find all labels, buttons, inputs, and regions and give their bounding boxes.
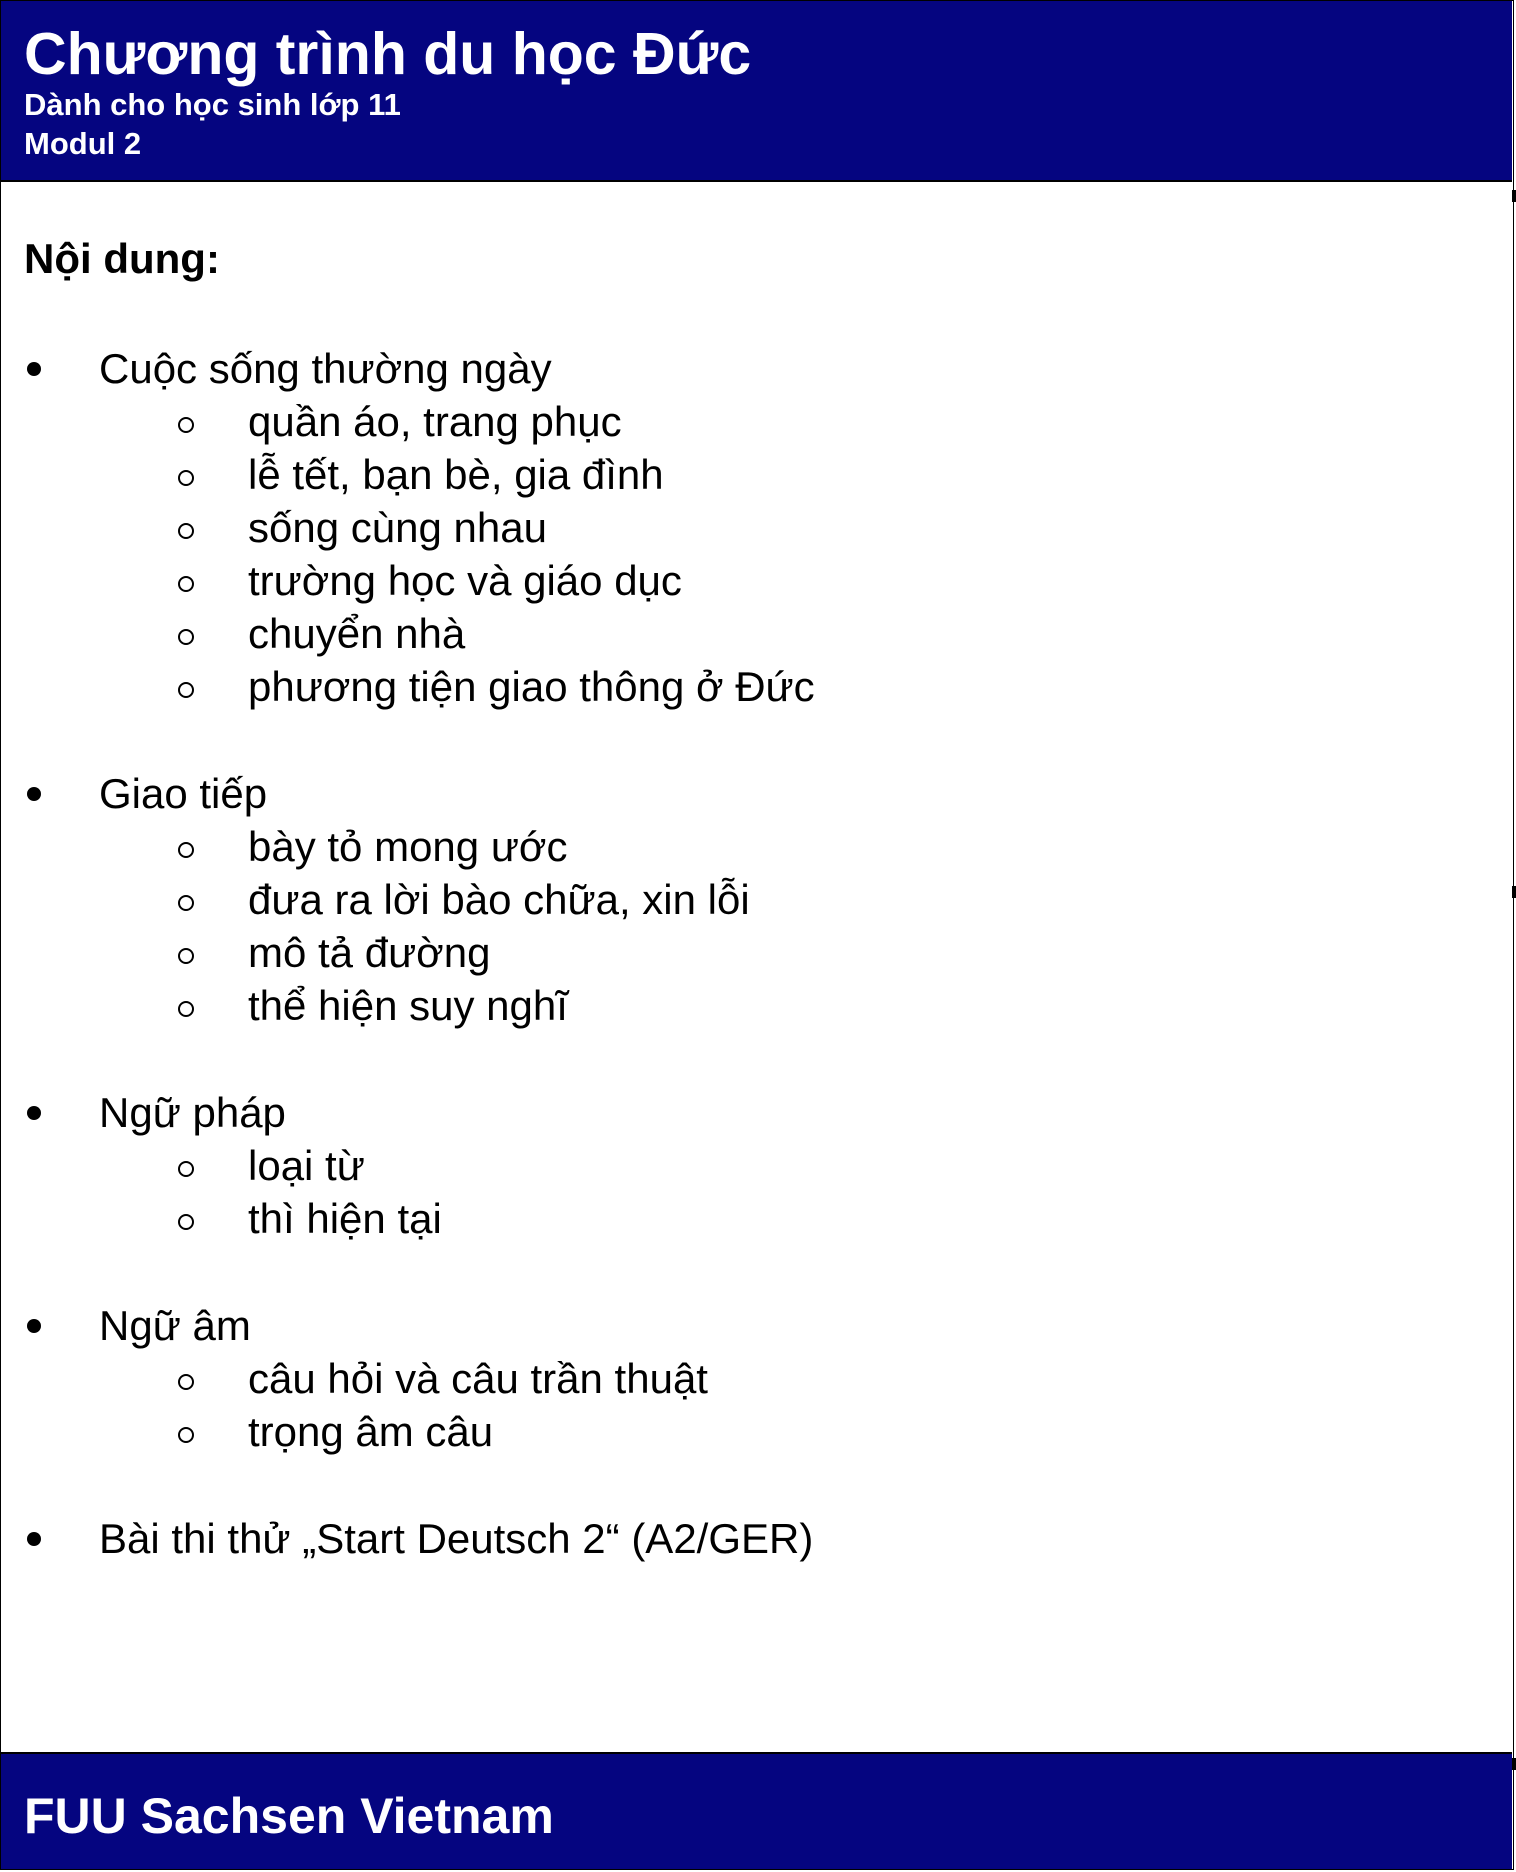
header-banner bbox=[0, 0, 1512, 182]
sub-list-item bbox=[0, 1192, 1100, 1245]
topic-item bbox=[0, 767, 1100, 820]
topic-item bbox=[0, 1512, 1100, 1565]
edge-tick bbox=[1512, 190, 1516, 202]
topic-label: Giao tiếp bbox=[99, 770, 268, 817]
bullet-icon bbox=[27, 1532, 41, 1546]
circle-bullet-icon bbox=[178, 629, 194, 645]
bullet-icon bbox=[27, 1106, 41, 1120]
footer-banner bbox=[0, 1752, 1512, 1870]
circle-bullet-icon bbox=[178, 1001, 194, 1017]
edge-tick bbox=[1512, 886, 1516, 898]
sub-list-item bbox=[0, 1139, 1100, 1192]
sub-item-label: trường học và giáo dục bbox=[248, 557, 682, 604]
topic-section bbox=[0, 1086, 1100, 1245]
circle-bullet-icon bbox=[178, 417, 194, 433]
sub-item-label: đưa ra lời bào chữa, xin lỗi bbox=[248, 876, 750, 923]
module-label: Modul 2 bbox=[24, 126, 142, 161]
sub-list-item bbox=[0, 1352, 1100, 1405]
sub-list-item bbox=[0, 554, 1100, 607]
sub-item-label: loại từ bbox=[248, 1142, 365, 1189]
topic-label: Ngữ pháp bbox=[99, 1089, 286, 1136]
circle-bullet-icon bbox=[178, 1161, 194, 1177]
topic-label: Ngữ âm bbox=[99, 1302, 251, 1349]
topic-label: Bài thi thử „Start Deutsch 2“ (A2/GER) bbox=[99, 1515, 814, 1562]
page-subtitle: Dành cho học sinh lớp 11 bbox=[24, 87, 401, 122]
sub-item-label: lễ tết, bạn bè, gia đình bbox=[248, 451, 664, 498]
circle-bullet-icon bbox=[178, 682, 194, 698]
bullet-icon bbox=[27, 787, 41, 801]
bullet-icon bbox=[27, 362, 41, 376]
circle-bullet-icon bbox=[178, 1374, 194, 1390]
topic-section bbox=[0, 1299, 1100, 1458]
sub-list-item bbox=[0, 873, 1100, 926]
sub-list-item bbox=[0, 448, 1100, 501]
sub-list-item bbox=[0, 1405, 1100, 1458]
sub-item-label: chuyển nhà bbox=[248, 610, 466, 657]
topic-section bbox=[0, 767, 1100, 1032]
sub-item-label: mô tả đường bbox=[248, 929, 491, 976]
circle-bullet-icon bbox=[178, 948, 194, 964]
page-title: Chương trình du học Đức bbox=[24, 21, 752, 87]
page-edge bbox=[1512, 0, 1516, 1872]
sub-item-label: bày tỏ mong ước bbox=[248, 823, 568, 870]
sub-item-label: thể hiện suy nghĩ bbox=[248, 982, 568, 1029]
content-area bbox=[0, 182, 1512, 1752]
sub-list-item bbox=[0, 660, 1100, 713]
topic-item bbox=[0, 342, 1100, 395]
sub-item-label: quần áo, trang phục bbox=[248, 398, 622, 445]
footer-organization: FUU Sachsen Vietnam bbox=[24, 1788, 554, 1844]
circle-bullet-icon bbox=[178, 1214, 194, 1230]
sub-item-label: trọng âm câu bbox=[248, 1408, 494, 1455]
circle-bullet-icon bbox=[178, 895, 194, 911]
topic-item bbox=[0, 1299, 1100, 1352]
topic-item bbox=[0, 1086, 1100, 1139]
sub-list-item bbox=[0, 820, 1100, 873]
sub-list-item bbox=[0, 395, 1100, 448]
sub-list-item bbox=[0, 926, 1100, 979]
edge-tick bbox=[1512, 1758, 1516, 1770]
topic-section bbox=[0, 342, 1100, 713]
sub-item-label: thì hiện tại bbox=[248, 1195, 442, 1242]
sub-list-item bbox=[0, 979, 1100, 1032]
circle-bullet-icon bbox=[178, 523, 194, 539]
circle-bullet-icon bbox=[178, 576, 194, 592]
topic-section bbox=[0, 1512, 1100, 1565]
sub-item-label: câu hỏi và câu trần thuật bbox=[248, 1355, 708, 1402]
topic-label: Cuộc sống thường ngày bbox=[99, 345, 552, 392]
sub-item-label: phương tiện giao thông ở Đức bbox=[248, 663, 815, 710]
bullet-icon bbox=[27, 1319, 41, 1333]
circle-bullet-icon bbox=[178, 1427, 194, 1443]
circle-bullet-icon bbox=[178, 470, 194, 486]
circle-bullet-icon bbox=[178, 842, 194, 858]
sub-item-label: sống cùng nhau bbox=[248, 504, 547, 551]
sub-list-item bbox=[0, 501, 1100, 554]
sub-list-item bbox=[0, 607, 1100, 660]
contents-heading: Nội dung: bbox=[24, 235, 220, 282]
